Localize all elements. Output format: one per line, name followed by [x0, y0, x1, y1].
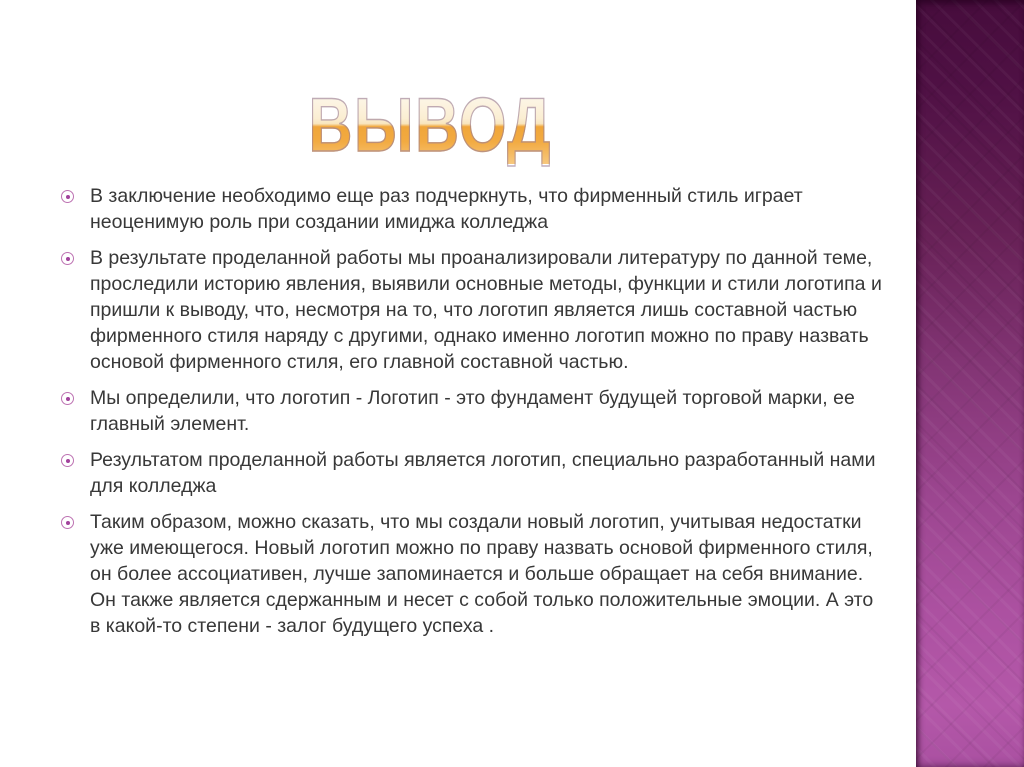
bullet-text: Таким образом, можно сказать, что мы создали новый логотип, учитывая недостатки уже имеющегося. Новый логотип можно по праву назвать основой фирменного стиля, он более ассоциативен, лучше запоминается и больше обращает на себя внимание. Он также является сдержанным и несет с собой только положительные эмоции. А это в какой-то степени - залог будущего успеха . — [90, 511, 874, 637]
circled-dot-bullet-icon — [61, 252, 74, 265]
list-item — [60, 385, 882, 437]
bullet-dot-icon — [66, 257, 70, 261]
bullet-dot-icon — [66, 459, 70, 463]
bullet-text: В результате проделанной работы мы проанализировали литературу по данной теме, проследили историю явления, выявили основные методы, функции и стили логотипа и пришли к выводу, что, несмотря на то, что логотип является лишь составной частью фирменного стиля наряду с другими, однако именно логотип можно по праву назвать основой фирменного стиля, его главной составной частью. — [90, 247, 882, 373]
list-item — [60, 509, 882, 639]
bullet-dot-icon — [66, 195, 70, 199]
circled-dot-bullet-icon — [61, 392, 74, 405]
circled-dot-bullet-icon — [61, 190, 74, 203]
circled-dot-bullet-icon — [61, 516, 74, 529]
list-item — [60, 245, 882, 375]
bullet-text: Мы определили, что логотип - Логотип - это фундамент будущей торговой марки, ее главный элемент. — [90, 387, 855, 435]
slide-title-text: ВЫВОД — [308, 83, 552, 168]
bullet-dot-icon — [66, 521, 70, 525]
circled-dot-bullet-icon — [61, 454, 74, 467]
bullet-list — [60, 183, 882, 649]
bullet-dot-icon — [66, 397, 70, 401]
list-item — [60, 447, 882, 499]
bullet-text: Результатом проделанной работы является логотип, специально разработанный нами для колледжа — [90, 449, 876, 497]
list-item — [60, 183, 882, 235]
decorative-gradient-side-panel — [916, 0, 1024, 767]
bullet-text: В заключение необходимо еще раз подчеркнуть, что фирменный стиль играет неоценимую роль при создании имиджа колледжа — [90, 185, 803, 233]
page-title — [0, 83, 916, 168]
